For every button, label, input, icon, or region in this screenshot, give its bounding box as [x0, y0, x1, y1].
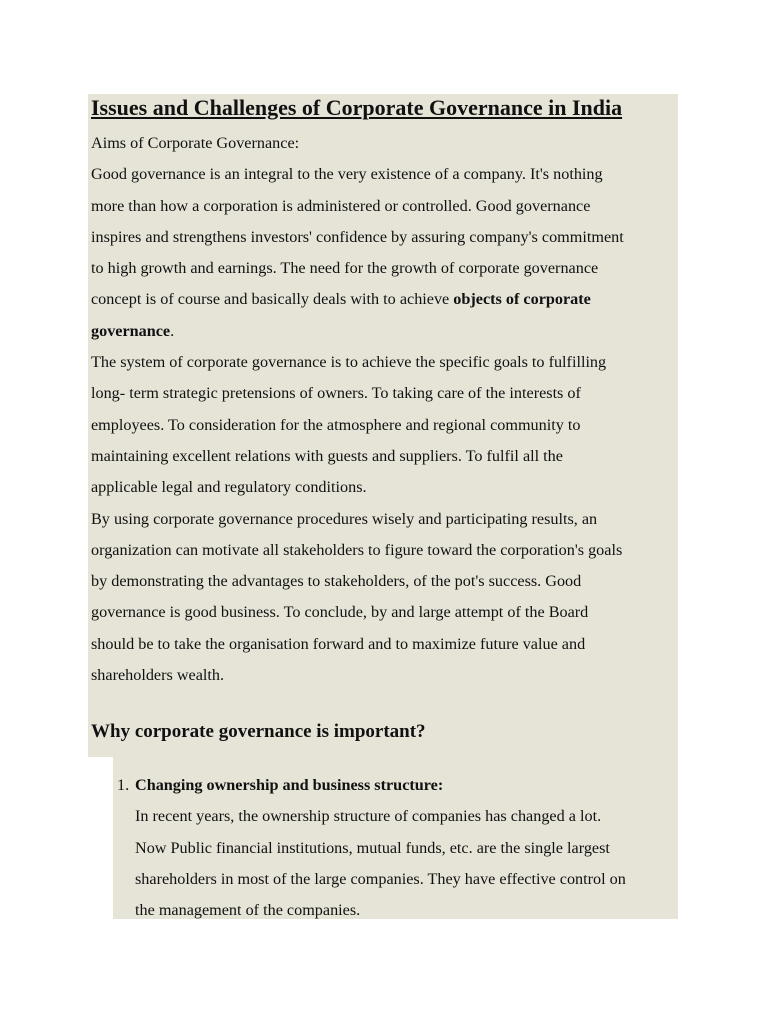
para3-line: should be to take the organisation forward and to maximize future value and [91, 634, 586, 653]
list-item-line: shareholders in most of the large companies. They have effective control on [135, 869, 626, 888]
list-item [135, 770, 675, 926]
para1-line5-text: concept is of course and basically deals with to achieve [91, 290, 454, 309]
document-title: Issues and Challenges of Corporate Governance in India [91, 95, 623, 120]
para2-line: maintaining excellent relations with guests and suppliers. To fulfil all the [91, 446, 563, 465]
list-item-line: the management of the companies. [135, 901, 361, 920]
para2-line: applicable legal and regulatory conditions. [91, 478, 367, 497]
body-text [91, 128, 676, 691]
bold-phrase: objects of corporate [453, 290, 591, 309]
para3-line: By using corporate governance procedures wisely and participating results, an [91, 509, 598, 528]
para2-line: employees. To consideration for the atmosphere and regional community to [91, 415, 581, 434]
para3-line: governance is good business. To conclude, by and large attempt of the Board [91, 603, 589, 622]
para3-line: organization can motivate all stakeholders to figure toward the corporation's goals [91, 540, 623, 559]
list-item-number: 1. [117, 776, 130, 794]
bold-phrase: governance [91, 321, 171, 340]
para1-line6-text: . [170, 321, 175, 340]
section-heading: Why corporate governance is important? [91, 721, 426, 742]
para1-line [91, 284, 676, 315]
para1-line: inspires and strengthens investors' confidence by assuring company's commitment [91, 227, 624, 246]
para2-line: The system of corporate governance is to achieve the specific goals to fulfilling [91, 353, 607, 372]
para3-line: by demonstrating the advantages to stakeholders, of the pot's success. Good [91, 572, 582, 591]
para1-line: Good governance is an integral to the very existence of a company. It's nothing [91, 165, 603, 184]
aims-heading: Aims of Corporate Governance: [91, 134, 300, 152]
list-item-line: Now Public financial institutions, mutual funds, etc. are the single largest [135, 838, 610, 857]
para2-line: long- term strategic pretensions of owners. To taking care of the interests of [91, 384, 581, 403]
para1-line [91, 316, 676, 347]
list-item-heading-text: Changing ownership and business structure: [135, 776, 444, 794]
list-item-heading [135, 770, 675, 801]
para1-line: to high growth and earnings. The need for the growth of corporate governance [91, 259, 599, 278]
list-item-line: In recent years, the ownership structure of companies has changed a lot. [135, 807, 602, 826]
para3-line: shareholders wealth. [91, 666, 225, 685]
para1-line: more than how a corporation is administered or controlled. Good governance [91, 196, 591, 215]
